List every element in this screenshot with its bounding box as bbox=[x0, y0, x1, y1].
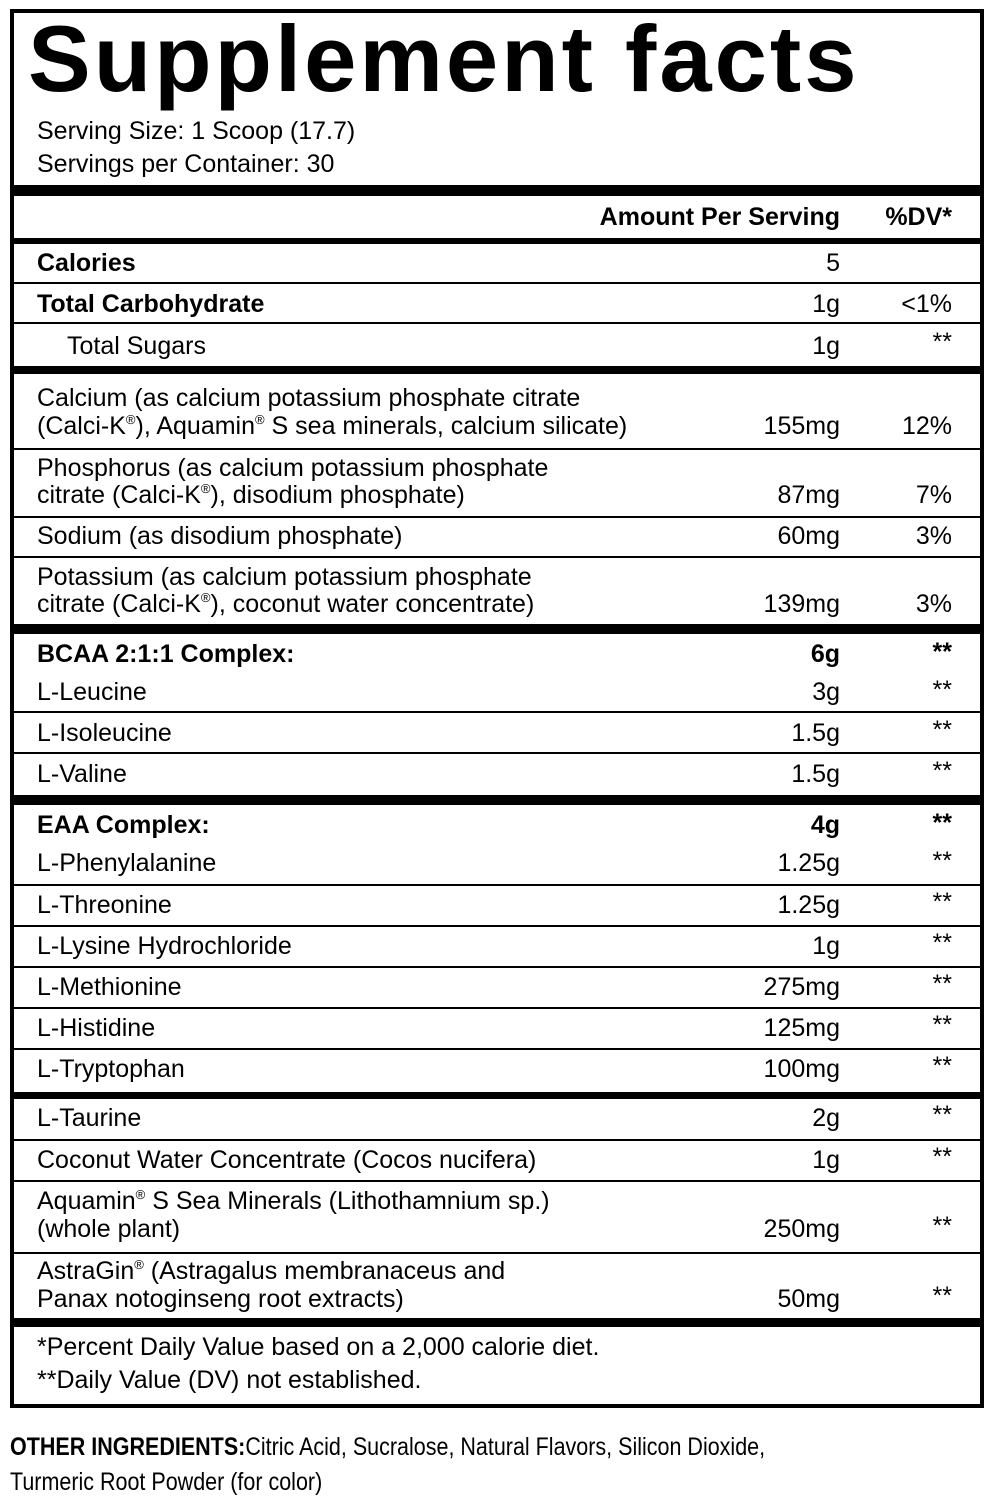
nutrient-name: L-Histidine bbox=[37, 1014, 156, 1042]
nutrient-amount: 275mg bbox=[763, 973, 840, 1001]
nutrient-name: Sodium (as disodium phosphate) bbox=[37, 522, 403, 550]
nutrient-name: L-Lysine Hydrochloride bbox=[37, 932, 292, 960]
divider-thick bbox=[14, 624, 980, 634]
footnote-percent-dv: *Percent Daily Value based on a 2,000 calorie diet. bbox=[37, 1333, 600, 1361]
nutrient-amount: 60mg bbox=[777, 522, 840, 550]
nutrient-name: L-Valine bbox=[37, 760, 127, 788]
nutrient-name: L-Phenylalanine bbox=[37, 849, 217, 877]
footnote-dv-not-established: **Daily Value (DV) not established. bbox=[37, 1366, 422, 1394]
nutrient-name: L-Isoleucine bbox=[37, 719, 172, 747]
table-row bbox=[14, 674, 980, 710]
nutrient-dv: ** bbox=[932, 1212, 952, 1240]
nutrient-amount: 1.5g bbox=[791, 760, 840, 788]
other-ingredients-text: Citric Acid, Sucralose, Natural Flavors, Silicon Dioxide, bbox=[245, 1433, 766, 1461]
nutrient-name: L-Tryptophan bbox=[37, 1055, 185, 1083]
table-row bbox=[14, 1182, 980, 1252]
panel-title: Supplement facts bbox=[28, 6, 860, 111]
nutrient-dv: ** bbox=[932, 929, 952, 957]
nutrient-name-line1: Calcium (as calcium potassium phosphate citrate bbox=[37, 384, 581, 412]
nutrient-dv: ** bbox=[932, 1282, 952, 1310]
table-row bbox=[14, 284, 980, 322]
servings-per-container: Servings per Container: 30 bbox=[37, 150, 335, 178]
other-ingredients-line2: Turmeric Root Powder (for color) bbox=[10, 1468, 323, 1496]
nutrient-name: Total Sugars bbox=[67, 332, 206, 360]
nutrient-dv: ** bbox=[932, 847, 952, 875]
nutrient-amount: 155mg bbox=[763, 412, 840, 440]
nutrient-name-line2: Panax notoginseng root extracts) bbox=[37, 1285, 404, 1313]
nutrient-name: L-Taurine bbox=[37, 1104, 142, 1132]
nutrient-amount: 1.25g bbox=[777, 849, 840, 877]
nutrient-dv: ** bbox=[932, 888, 952, 916]
nutrient-amount: 1g bbox=[812, 932, 840, 960]
nutrient-name: BCAA 2:1:1 Complex: bbox=[37, 640, 295, 668]
nutrient-amount: 125mg bbox=[763, 1014, 840, 1042]
nutrient-name: Total Carbohydrate bbox=[37, 290, 265, 318]
nutrient-dv: ** bbox=[932, 676, 952, 704]
nutrient-amount: 87mg bbox=[777, 481, 840, 509]
nutrient-amount: 4g bbox=[810, 811, 840, 839]
divider-medium bbox=[14, 1092, 980, 1099]
nutrient-amount: 139mg bbox=[763, 590, 840, 618]
table-row bbox=[14, 754, 980, 795]
table-row bbox=[14, 518, 980, 556]
nutrient-name: Coconut Water Concentrate (Cocos nucifera) bbox=[37, 1146, 537, 1174]
other-ingredients-line1 bbox=[10, 1435, 765, 1460]
nutrient-name: L-Methionine bbox=[37, 973, 182, 1001]
nutrient-dv: ** bbox=[932, 638, 952, 666]
nutrient-amount: 3g bbox=[812, 678, 840, 706]
divider-thick bbox=[14, 1318, 980, 1327]
table-row bbox=[14, 968, 980, 1007]
nutrient-amount: 1g bbox=[812, 290, 840, 318]
table-row bbox=[14, 558, 980, 624]
nutrient-amount: 250mg bbox=[763, 1215, 840, 1243]
table-row bbox=[14, 805, 980, 845]
nutrient-amount: 2g bbox=[812, 1104, 840, 1132]
nutrient-dv: 7% bbox=[915, 481, 952, 509]
nutrient-amount: 6g bbox=[810, 640, 840, 668]
nutrient-name: L-Threonine bbox=[37, 891, 172, 919]
nutrient-amount: 5 bbox=[826, 249, 840, 277]
nutrient-name-line1: Aquamin® S Sea Minerals (Lithothamnium sp.) bbox=[37, 1187, 550, 1215]
nutrient-name-line1: Phosphorus (as calcium potassium phosphate bbox=[37, 454, 549, 482]
table-row bbox=[14, 927, 980, 966]
nutrient-name-line2: citrate (Calci-K®), disodium phosphate) bbox=[37, 481, 465, 509]
table-row bbox=[14, 324, 980, 366]
nutrient-amount: 1.25g bbox=[777, 891, 840, 919]
nutrient-dv: ** bbox=[932, 716, 952, 744]
nutrient-dv: 12% bbox=[901, 412, 952, 440]
nutrient-amount: 1g bbox=[812, 1146, 840, 1174]
nutrient-name-line2: (Calci-K®), Aquamin® S sea minerals, calcium silicate) bbox=[37, 412, 628, 440]
nutrient-name: EAA Complex: bbox=[37, 811, 210, 839]
divider-thick bbox=[14, 795, 980, 805]
nutrient-dv: <1% bbox=[901, 290, 952, 318]
table-row bbox=[14, 845, 980, 884]
daily-value-header: %DV* bbox=[885, 203, 952, 231]
other-ingredients-label: OTHER INGREDIENTS: bbox=[10, 1433, 246, 1461]
nutrient-name: L-Leucine bbox=[37, 678, 147, 706]
table-row bbox=[14, 886, 980, 925]
table-row bbox=[14, 634, 980, 674]
nutrient-dv: ** bbox=[932, 1143, 952, 1171]
nutrient-dv: ** bbox=[932, 1101, 952, 1129]
amount-per-serving-header: Amount Per Serving bbox=[599, 203, 840, 231]
nutrient-name-line2: citrate (Calci-K®), coconut water concentrate) bbox=[37, 590, 535, 618]
nutrient-dv: ** bbox=[932, 970, 952, 998]
nutrient-amount: 50mg bbox=[777, 1285, 840, 1313]
nutrient-dv: ** bbox=[932, 809, 952, 837]
nutrient-name: Calories bbox=[37, 249, 136, 277]
nutrient-amount: 1g bbox=[812, 332, 840, 360]
table-row bbox=[14, 374, 980, 448]
table-row bbox=[14, 1141, 980, 1180]
table-row bbox=[14, 244, 980, 282]
nutrient-name-line1: AstraGin® (Astragalus membranaceus and bbox=[37, 1257, 506, 1285]
nutrient-name-line2: (whole plant) bbox=[37, 1215, 181, 1243]
table-row bbox=[14, 1254, 980, 1318]
nutrient-amount: 1.5g bbox=[791, 719, 840, 747]
nutrient-amount: 100mg bbox=[763, 1055, 840, 1083]
nutrient-name-line1: Potassium (as calcium potassium phosphate bbox=[37, 563, 532, 591]
table-row bbox=[14, 1050, 980, 1092]
nutrient-dv: 3% bbox=[915, 590, 952, 618]
nutrient-dv: ** bbox=[932, 328, 952, 356]
table-row bbox=[14, 1009, 980, 1048]
table-row bbox=[14, 450, 980, 516]
nutrient-dv: ** bbox=[932, 1011, 952, 1039]
divider-thick bbox=[14, 185, 980, 196]
serving-size: Serving Size: 1 Scoop (17.7) bbox=[37, 117, 356, 145]
nutrient-dv: ** bbox=[932, 757, 952, 785]
table-row bbox=[14, 1099, 980, 1139]
table-row bbox=[14, 713, 980, 752]
nutrient-dv: ** bbox=[932, 1052, 952, 1080]
nutrient-dv: 3% bbox=[915, 522, 952, 550]
divider-medium bbox=[14, 366, 980, 374]
